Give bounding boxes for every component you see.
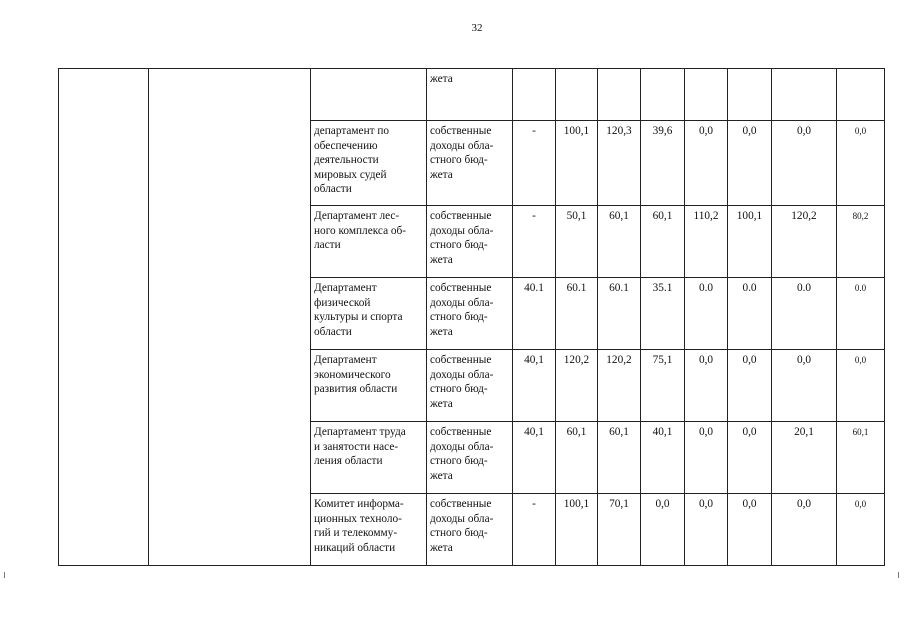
value-cell: [641, 69, 685, 121]
value-cell: 0,0: [772, 121, 837, 206]
value-cell: 0,0: [728, 350, 772, 422]
value-cell: 100,1: [728, 206, 772, 278]
department-cell: [311, 206, 427, 278]
table-row: [59, 69, 885, 121]
value-cell: [598, 69, 641, 121]
funding-source-line: собственные: [430, 426, 492, 438]
value-cell: 20,1: [772, 422, 837, 494]
value-cell: 39,6: [641, 121, 685, 206]
value-cell: 100,1: [556, 494, 598, 566]
funding-source-line: доходы обла-: [430, 512, 494, 525]
value-cell: 60,1: [641, 206, 685, 278]
department-line: культуры и спорта: [314, 311, 403, 324]
value-cell: 0.0: [837, 278, 885, 350]
funding-source-cell: [427, 206, 513, 278]
value-cell: 70,1: [598, 494, 641, 566]
value-cell: 75,1: [641, 350, 685, 422]
funding-source-cell: [427, 69, 513, 121]
budget-table: [58, 68, 885, 566]
value-cell: 60,1: [556, 422, 598, 494]
value-cell: 100,1: [556, 121, 598, 206]
value-cell: [556, 69, 598, 121]
funding-source-line: стного бюд-: [430, 154, 488, 167]
funding-source-line: собственные: [430, 125, 492, 137]
funding-source-line: жета: [430, 73, 453, 85]
funding-source-cell: [427, 350, 513, 422]
department-line: ного комплекса об-: [314, 224, 407, 237]
funding-source-line: стного бюд-: [430, 311, 488, 324]
value-cell: 0,0: [772, 350, 837, 422]
department-line: никаций области: [314, 541, 396, 554]
value-cell: 40,1: [513, 350, 556, 422]
value-cell: 60,1: [837, 422, 885, 494]
edge-mark-left: [4, 572, 5, 578]
value-cell: 0,0: [728, 121, 772, 206]
funding-source-cell: [427, 422, 513, 494]
department-line: деятельности: [314, 154, 379, 167]
department-line: ления области: [314, 455, 383, 468]
value-cell: 120,3: [598, 121, 641, 206]
department-line: Департамент труда: [314, 426, 406, 438]
department-line: ласти: [314, 239, 341, 252]
value-cell: 35.1: [641, 278, 685, 350]
value-cell: 60,1: [598, 206, 641, 278]
department-line: области: [314, 325, 352, 338]
blank-column-1: [59, 69, 149, 566]
funding-source-line: жета: [430, 397, 453, 410]
department-cell: [311, 422, 427, 494]
value-cell: 0.0: [772, 278, 837, 350]
department-line: физической: [314, 296, 371, 309]
value-cell: 50,1: [556, 206, 598, 278]
value-cell: -: [513, 494, 556, 566]
funding-source-cell: [427, 121, 513, 206]
value-cell: 60,1: [598, 422, 641, 494]
department-cell: [311, 69, 427, 121]
value-cell: 60.1: [556, 278, 598, 350]
value-cell: -: [513, 121, 556, 206]
value-cell: [728, 69, 772, 121]
funding-source-line: доходы обла-: [430, 368, 494, 381]
value-cell: 0,0: [837, 494, 885, 566]
funding-source-line: стного бюд-: [430, 455, 488, 468]
funding-source-line: жета: [430, 325, 453, 338]
funding-source-line: жета: [430, 541, 453, 554]
funding-source-line: стного бюд-: [430, 239, 488, 252]
department-line: Департамент лес-: [314, 210, 400, 222]
value-cell: 0,0: [837, 121, 885, 206]
department-line: области: [314, 183, 352, 196]
department-line: развития области: [314, 383, 398, 396]
value-cell: [772, 69, 837, 121]
value-cell: 120,2: [556, 350, 598, 422]
value-cell: 0,0: [641, 494, 685, 566]
value-cell: 80,2: [837, 206, 885, 278]
funding-source-cell: [427, 278, 513, 350]
value-cell: 0,0: [685, 350, 728, 422]
department-cell: [311, 494, 427, 566]
funding-source-line: собственные: [430, 354, 492, 366]
funding-source-line: жета: [430, 253, 453, 266]
funding-source-line: жета: [430, 469, 453, 482]
funding-source-line: доходы обла-: [430, 224, 494, 237]
funding-source-line: доходы обла-: [430, 296, 494, 309]
value-cell: 40.1: [513, 278, 556, 350]
value-cell: 0,0: [685, 121, 728, 206]
value-cell: 0,0: [728, 494, 772, 566]
funding-source-line: собственные: [430, 282, 492, 294]
funding-source-line: собственные: [430, 210, 492, 222]
value-cell: 0,0: [837, 350, 885, 422]
department-line: Департамент: [314, 354, 377, 366]
value-cell: [685, 69, 728, 121]
funding-source-line: собственные: [430, 498, 492, 510]
value-cell: [837, 69, 885, 121]
department-line: Департамент: [314, 282, 377, 294]
funding-source-line: жета: [430, 168, 453, 181]
value-cell: 120,2: [772, 206, 837, 278]
value-cell: [513, 69, 556, 121]
department-line: Комитет информа-: [314, 498, 404, 510]
funding-source-line: стного бюд-: [430, 527, 488, 540]
funding-source-line: доходы обла-: [430, 139, 494, 152]
value-cell: 110,2: [685, 206, 728, 278]
department-line: мировых судей: [314, 168, 387, 181]
department-cell: [311, 278, 427, 350]
value-cell: -: [513, 206, 556, 278]
department-line: экономического: [314, 368, 391, 381]
funding-source-line: стного бюд-: [430, 383, 488, 396]
value-cell: 120,2: [598, 350, 641, 422]
value-cell: 0,0: [772, 494, 837, 566]
value-cell: 40,1: [513, 422, 556, 494]
department-cell: [311, 350, 427, 422]
page-number: 32: [471, 22, 483, 34]
funding-source-line: доходы обла-: [430, 440, 494, 453]
value-cell: 0,0: [728, 422, 772, 494]
funding-source-cell: [427, 494, 513, 566]
value-cell: 0,0: [685, 494, 728, 566]
department-cell: [311, 121, 427, 206]
value-cell: 0.0: [685, 278, 728, 350]
edge-mark-right: [898, 572, 899, 578]
value-cell: 0.0: [728, 278, 772, 350]
value-cell: 40,1: [641, 422, 685, 494]
value-cell: 0,0: [685, 422, 728, 494]
department-line: и занятости насе-: [314, 440, 399, 453]
blank-column-2: [149, 69, 311, 566]
department-line: гий и телекомму-: [314, 527, 398, 540]
department-line: департамент по: [314, 125, 390, 137]
value-cell: 60.1: [598, 278, 641, 350]
department-line: ционных техноло-: [314, 512, 402, 525]
department-line: обеспечению: [314, 139, 378, 152]
